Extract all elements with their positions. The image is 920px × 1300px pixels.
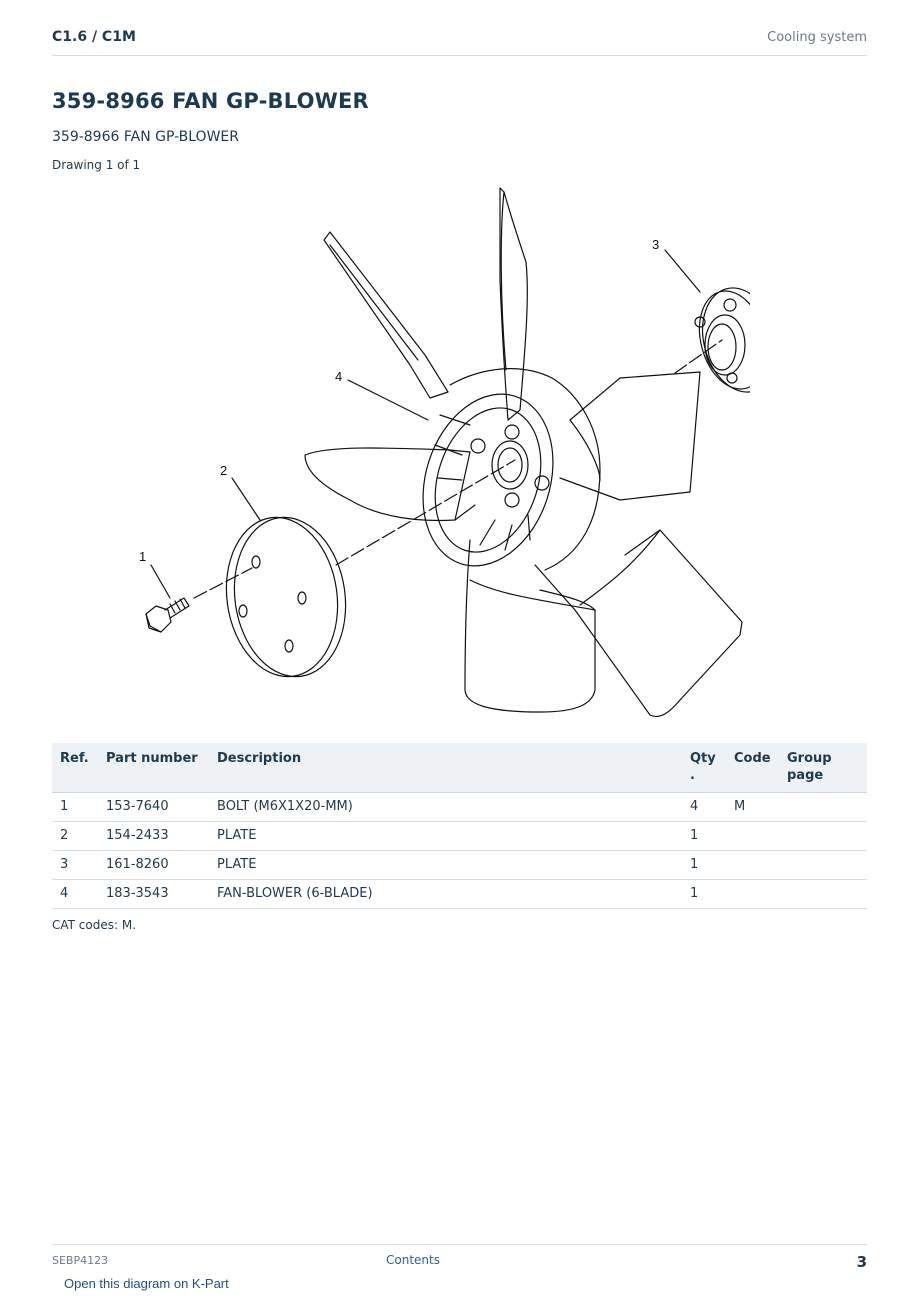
table-row [52, 822, 867, 851]
table-header-row [52, 743, 867, 793]
col-header-group-page: Group page [779, 743, 867, 793]
cell-group-page [779, 851, 867, 880]
page-title: 359-8966 FAN GP-BLOWER [52, 89, 369, 113]
cell-group-page [779, 822, 867, 851]
drawing-label: Drawing 1 of 1 [52, 158, 141, 172]
plate-2-face [216, 510, 347, 684]
fan-blade-edge [330, 245, 418, 360]
callout-2: 2 [220, 463, 228, 478]
cell-part-number: 153-7640 [98, 793, 209, 822]
cell-qty: 1 [682, 880, 726, 909]
breadcrumb: C1.6 / C1M [52, 29, 136, 45]
table-row [52, 851, 867, 880]
fan-blade-edge [580, 530, 660, 605]
col-header-ref: Ref. [52, 743, 98, 793]
plate-3-hole [724, 299, 736, 311]
cell-group-page [779, 880, 867, 909]
plate-2-hole [239, 605, 247, 617]
bolt-1-head [146, 606, 171, 632]
contents-link[interactable]: Contents [386, 1253, 440, 1267]
fan-blade [535, 530, 742, 717]
callout-leader-3 [665, 250, 700, 292]
callout-leader-2 [232, 478, 260, 520]
cell-code [726, 851, 779, 880]
cell-ref: 4 [52, 880, 98, 909]
hub-center-inner [498, 448, 522, 482]
cell-description: PLATE [209, 851, 682, 880]
parts-table [52, 743, 867, 909]
hub-bolt-hole [505, 493, 519, 507]
cell-ref: 2 [52, 822, 98, 851]
cell-description: PLATE [209, 822, 682, 851]
plate-3-face [689, 283, 750, 396]
open-kpart-link[interactable]: Open this diagram on K-Part [64, 1276, 229, 1291]
cell-description: FAN-BLOWER (6-BLADE) [209, 880, 682, 909]
plate-2-hole [285, 640, 293, 652]
col-header-code: Code [726, 743, 779, 793]
fan-blade [305, 448, 470, 521]
callout-leader-1 [151, 565, 170, 598]
cell-code [726, 822, 779, 851]
cell-ref: 3 [52, 851, 98, 880]
plate-2-hole [298, 592, 306, 604]
document-id: SEBP4123 [52, 1254, 109, 1267]
fan-blade-edge [501, 192, 506, 370]
cat-codes-note: CAT codes: M. [52, 918, 137, 932]
cell-qty: 4 [682, 793, 726, 822]
cell-qty: 1 [682, 822, 726, 851]
hub-ring-inner [418, 394, 559, 566]
table-row [52, 793, 867, 822]
callout-4: 4 [335, 369, 343, 384]
page-footer [52, 1244, 867, 1275]
cell-part-number: 161-8260 [98, 851, 209, 880]
callout-leader-4 [348, 380, 428, 420]
hub-bolt-hole [535, 476, 549, 490]
callout-1: 1 [139, 549, 147, 564]
cell-part-number: 183-3543 [98, 880, 209, 909]
cell-qty: 1 [682, 851, 726, 880]
plate-3-hole [727, 373, 737, 383]
assembly-axis [194, 340, 722, 598]
page-subtitle: 359-8966 FAN GP-BLOWER [52, 129, 239, 145]
cell-description: BOLT (M6X1X20-MM) [209, 793, 682, 822]
hub-vanes [435, 415, 530, 550]
hub-bolt-hole [471, 439, 485, 453]
fan-assembly-drawing [130, 185, 750, 720]
plate-2-hole [252, 556, 260, 568]
cell-code: M [726, 793, 779, 822]
fan-blade [324, 232, 448, 398]
col-header-description: Description [209, 743, 682, 793]
callout-3: 3 [652, 237, 660, 252]
cell-group-page [779, 793, 867, 822]
cell-ref: 1 [52, 793, 98, 822]
table-row [52, 880, 867, 909]
section-name: Cooling system [767, 30, 867, 45]
col-header-qty: Qty . [682, 743, 726, 793]
fan-blade-edge [470, 580, 595, 610]
page-number: 3 [856, 1253, 867, 1271]
col-header-part-number: Part number [98, 743, 209, 793]
cell-code [726, 880, 779, 909]
plate-2-rim [224, 510, 355, 684]
cell-part-number: 154-2433 [98, 822, 209, 851]
page-header [52, 28, 867, 56]
fan-blade [465, 540, 595, 712]
hub-bolt-hole [505, 425, 519, 439]
fan-blade-edge [570, 420, 600, 480]
fan-blade [500, 188, 527, 420]
